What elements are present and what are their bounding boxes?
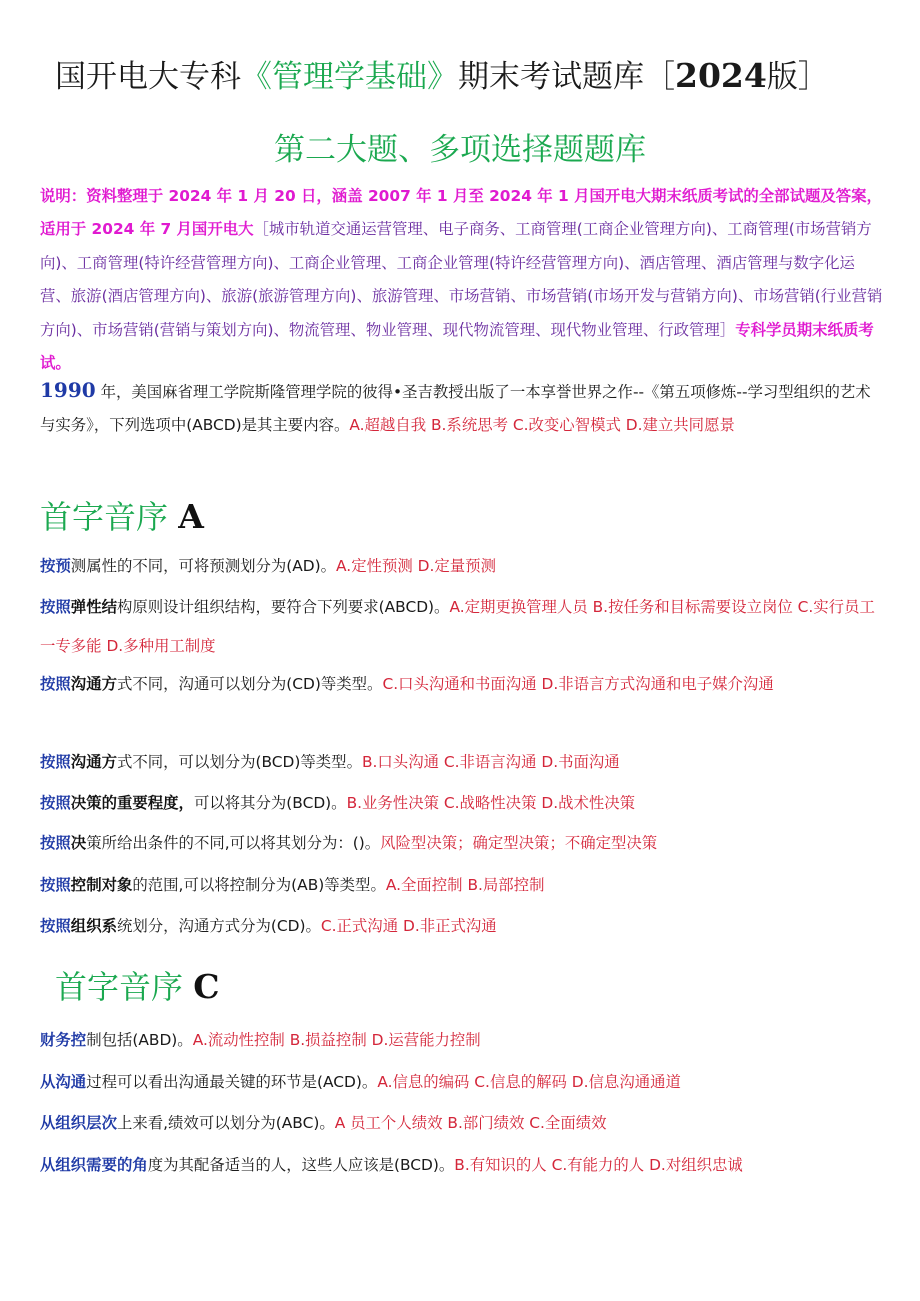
question-answer: A.超越自我 B.系统思考 C.改变心智模式 D.建立共同愿景 xyxy=(349,416,735,435)
question-text: 统划分，沟通方式分为(CD)。 xyxy=(116,917,321,935)
document-title xyxy=(55,52,915,101)
question-text: 制包括(ABD)。 xyxy=(86,1031,193,1049)
question-keyword: 按照 xyxy=(40,794,71,812)
question-answer: A.流动性控制 B.损益控制 D.运营能力控制 xyxy=(192,1031,481,1049)
question-keyword: 财务控 xyxy=(40,1031,87,1049)
section-c-name: 首字音序 xyxy=(55,968,184,1006)
question-item xyxy=(40,1146,890,1185)
question-item xyxy=(40,1021,890,1060)
question-text: 过程可以看出沟通最关键的环节是(ACD)。 xyxy=(86,1073,378,1091)
title-edition: 版］ xyxy=(766,59,829,95)
question-keyword-bold: 决策的重要程度， xyxy=(70,794,194,812)
section-a-letter: A xyxy=(178,497,204,536)
question-answer: A 员工个人绩效 B.部门绩效 C.全面绩效 xyxy=(334,1114,607,1132)
question-keyword: 按预 xyxy=(40,557,71,575)
intro-lead: 说明：资料整理于 2024 年 1 月 20 日，涵盖 2007 年 1 月至 2024 年 1 月国开电大期末纸质考试的全部试题及答案，适用于 2024 年 7 月国开电大 xyxy=(40,187,882,239)
question-answer: B.有知识的人 C.有能力的人 D.对组织忠诚 xyxy=(454,1156,743,1174)
question-text: 可以将其分为(BCD)。 xyxy=(193,794,347,812)
question-answer: A.定期更换管理人员 B.按任务和目标需要设立岗位 C.实行员工一专多能 D.多种用工制度 xyxy=(40,598,875,655)
question-keyword: 按照 xyxy=(40,675,71,693)
question-item xyxy=(40,1104,890,1143)
intro-paragraph xyxy=(40,180,885,380)
question-keyword: 按照 xyxy=(40,876,71,894)
question-text: 的范围,可以将控制分为(AB)等类型。 xyxy=(132,876,386,894)
question-item xyxy=(40,547,890,586)
question-item xyxy=(40,665,890,704)
question-keyword-bold: 沟通方 xyxy=(70,675,117,693)
question-answer: C.口头沟通和书面沟通 D.非语言方式沟通和电子媒介沟通 xyxy=(382,675,774,693)
question-text: 度为其配备适当的人，这些人应该是(BCD)。 xyxy=(147,1156,455,1174)
question-1990 xyxy=(40,374,885,443)
question-keyword-bold: 组织系 xyxy=(70,917,117,935)
question-item xyxy=(40,824,890,863)
question-keyword: 从组织层次 xyxy=(40,1114,117,1132)
question-keyword: 按照 xyxy=(40,753,71,771)
question-text: 策所给出条件的不同,可以将其划分为：()。 xyxy=(86,834,381,852)
question-keyword: 按照 xyxy=(40,917,71,935)
question-answer: A.全面控制 B.局部控制 xyxy=(385,876,545,894)
question-keyword-bold: 决 xyxy=(70,834,87,852)
question-keyword-bold: 沟通方 xyxy=(70,753,117,771)
question-keyword-bold: 弹性结 xyxy=(70,598,117,616)
section-a-name: 首字音序 xyxy=(40,498,169,536)
question-text: 测属性的不同，可将预测划分为(AD)。 xyxy=(70,557,337,575)
question-answer: B.口头沟通 C.非语言沟通 D.书面沟通 xyxy=(361,753,620,771)
section-heading: 第二大题、多项选择题题库 xyxy=(274,132,646,168)
question-keyword: 从沟通 xyxy=(40,1073,87,1091)
title-suffix: 期末考试题库［ xyxy=(458,59,675,95)
question-item xyxy=(40,1063,890,1102)
intro-tail: 专科学员期末纸质考试。 xyxy=(40,320,874,373)
question-keyword: 从组织需要的角 xyxy=(40,1156,148,1174)
question-text: 式不同，沟通可以划分为(CD)等类型。 xyxy=(116,675,383,693)
title-prefix: 国开电大专科 xyxy=(55,59,241,95)
question-item xyxy=(40,588,890,666)
question-keyword: 按照 xyxy=(40,598,71,616)
question-item xyxy=(40,866,890,905)
question-answer: C.正式沟通 D.非正式沟通 xyxy=(320,917,497,935)
question-answer: 风险型决策；确定型决策；不确定型决策 xyxy=(380,834,658,852)
question-item xyxy=(40,907,890,946)
question-item xyxy=(40,743,890,782)
question-year: 1990 xyxy=(40,378,96,402)
question-text: 式不同，可以划分为(BCD)等类型。 xyxy=(116,753,362,771)
question-answer: B.业务性决策 C.战略性决策 D.战术性决策 xyxy=(346,794,636,812)
question-text: 构原则设计组织结构，要符合下列要求(ABCD)。 xyxy=(116,598,450,616)
title-book: 《管理学基础》 xyxy=(241,59,458,95)
question-keyword-bold: 控制对象 xyxy=(70,876,133,894)
question-text: 上来看,绩效可以划分为(ABC)。 xyxy=(116,1114,335,1132)
question-answer: A.信息的编码 C.信息的解码 D.信息沟通通道 xyxy=(377,1073,681,1091)
intro-majors: ［城市轨道交通运营管理、电子商务、工商管理(工商企业管理方向)、工商管理(市场营销方向)、工商管理(特许经营管理方向)、工商企业管理、工商企业管理(特许经营管理方向)、酒店管理、酒店管理与数字化运营、旅游(酒店管理方向)、旅游(旅游管理方向)、旅游管理、市场营销、市场营销(市场开发与营销方向)、市场营销(行业营销方向)、市场营销(营销与策划方向)、物流管理、物业管理、现代物流管理、现代物业管理、行政管理］ xyxy=(40,220,883,339)
section-c-heading xyxy=(55,962,219,1012)
title-year: 2024 xyxy=(675,56,767,95)
question-item xyxy=(40,784,890,823)
section-a-heading xyxy=(40,492,204,542)
question-keyword: 按照 xyxy=(40,834,71,852)
question-text: 年，美国麻省理工学院斯隆管理学院的彼得•圣吉教授出版了一本享誉世界之作--《第五项修炼--学习型组织的艺术与实务》，下列选项中(ABCD)是其主要内容。 xyxy=(40,383,871,435)
section-c-letter: C xyxy=(193,967,220,1006)
question-answer: A.定性预测 D.定量预测 xyxy=(336,557,496,575)
